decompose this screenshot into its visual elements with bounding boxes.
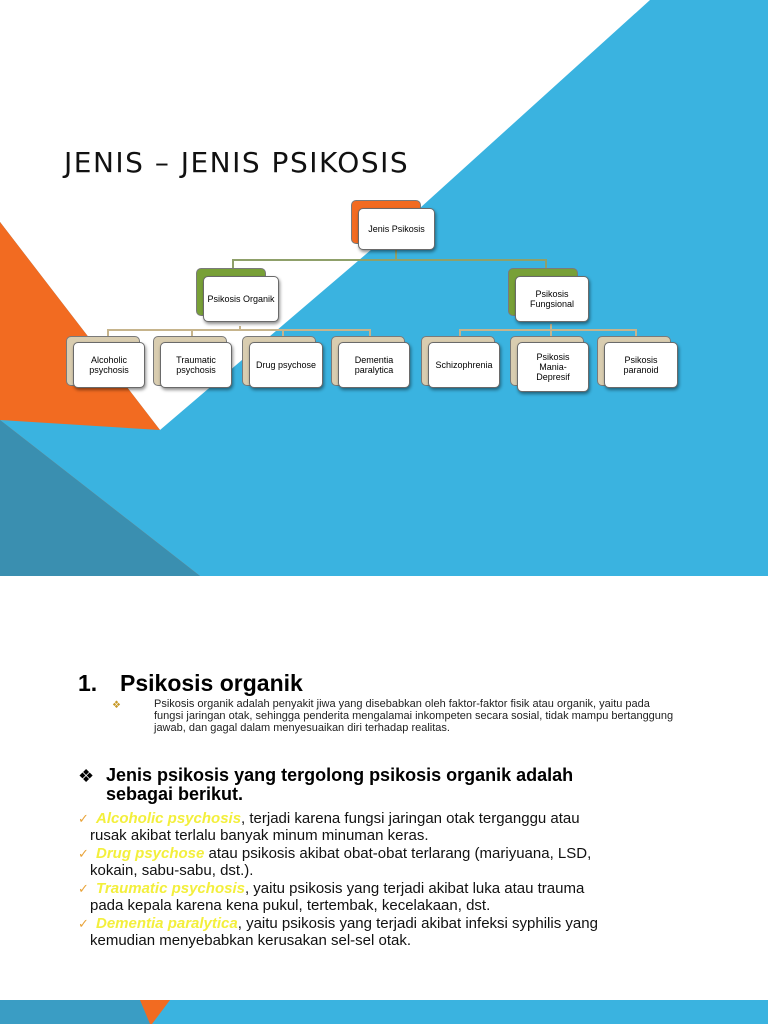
bottom-accent-bar <box>0 1000 768 1024</box>
diamond-bullet-icon: ❖ <box>112 700 121 711</box>
subheading <box>106 766 666 804</box>
item-text-line-1: , yaitu psikosis yang terjadi akibat infeksi syphilis yang <box>237 915 598 932</box>
list-item <box>78 845 698 879</box>
org-node-label: Alcoholic psychosis <box>89 355 129 375</box>
org-node-psikosis-organik <box>203 276 279 322</box>
item-term: Alcoholic psychosis <box>96 810 242 827</box>
org-node-schizophrenia <box>428 342 500 388</box>
org-node-psikosis-mania-depresif <box>517 342 589 392</box>
list-item <box>78 880 698 914</box>
org-node-traumatic-psychosis <box>160 342 232 388</box>
check-icon: ✓ <box>78 881 89 896</box>
org-node-psikosis-fungsional <box>515 276 589 322</box>
item-text-line-1: , terjadi karena fungsi jaringan otak terganggu atau <box>241 810 580 827</box>
org-node-label: Psikosis Mania-Depresif <box>536 352 570 382</box>
item-term: Traumatic psychosis <box>96 880 245 897</box>
diamond-bullet-icon: ❖ <box>78 766 95 786</box>
org-node-label: Traumatic psychosis <box>176 355 216 375</box>
item-text-line-2: pada kepala karena kena pukul, tertembak, kecelakaan, dst. <box>90 897 491 914</box>
list-item <box>78 915 698 949</box>
heading-number: 1. <box>78 670 98 696</box>
item-text-line-2: rusak akibat terlalu banyak minum minuman keras. <box>90 827 429 844</box>
org-node-label: Dementia paralytica <box>354 355 394 375</box>
item-term: Dementia paralytica <box>96 915 238 932</box>
check-icon: ✓ <box>78 916 89 931</box>
slide-gap <box>0 576 768 600</box>
subheading-line-2: sebagai berikut. <box>106 784 244 804</box>
item-text-line-2: kokain, sabu-sabu, dst.). <box>90 862 254 879</box>
heading-text: Psikosis organik <box>120 670 303 696</box>
section-heading <box>78 670 303 697</box>
item-text-line-1: , yaitu psikosis yang terjadi akibat luka atau trauma <box>244 880 585 897</box>
item-text-line-2: kemudian menyebabkan kerusakan sel-sel otak. <box>90 932 412 949</box>
org-node-alcoholic-psychosis <box>73 342 145 388</box>
slide-title: JENIS – JENIS PSIKOSIS <box>64 146 410 179</box>
check-icon: ✓ <box>78 846 89 861</box>
org-node-drug-psychose <box>249 342 323 388</box>
org-node-label: Psikosis Organik <box>207 294 275 304</box>
org-node-dementia-paralytica <box>338 342 410 388</box>
org-node-label: Jenis Psikosis <box>368 224 425 234</box>
org-node-label: Schizophrenia <box>435 360 493 370</box>
org-node-label: Drug psychose <box>255 360 317 370</box>
item-text-line-1: atau psikosis akibat obat-obat terlarang (mariyuana, LSD, <box>204 845 592 862</box>
definition-text: Psikosis organik adalah penyakit jiwa yang disebabkan oleh faktor-faktor fisik atau organik, yaitu pada fungsi jaringan otak, sehingga penderita mengalamai inkompeten secara sosial, tidak mampu bertanggung jawab, dan gagal dalam menyesuaikan diri terhadap realitas. <box>154 698 674 734</box>
subheading-line-1: Jenis psikosis yang tergolong psikosis organik adalah <box>106 765 574 785</box>
org-node-root <box>358 208 435 250</box>
list-item <box>78 810 698 844</box>
org-node-label: Psikosis Fungsional <box>529 289 575 309</box>
org-node-label: Psikosis paranoid <box>623 355 659 375</box>
item-term: Drug psychose <box>96 845 205 862</box>
org-node-psikosis-paranoid <box>604 342 678 388</box>
check-icon: ✓ <box>78 811 89 826</box>
